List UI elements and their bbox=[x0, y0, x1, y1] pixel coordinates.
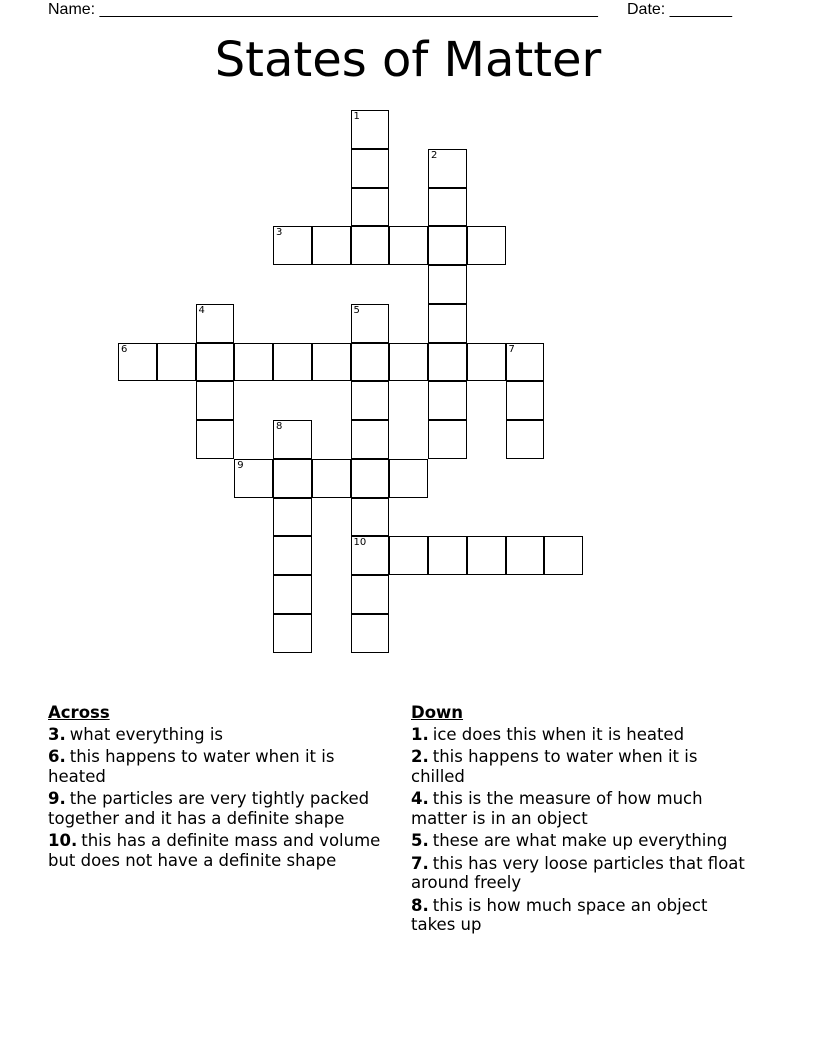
clue-down-8 bbox=[411, 896, 756, 935]
clue-number: 8. bbox=[411, 895, 429, 915]
crossword-cell[interactable] bbox=[351, 149, 390, 188]
crossword-cell[interactable] bbox=[351, 343, 390, 382]
crossword-cell[interactable] bbox=[196, 343, 235, 382]
crossword-cell[interactable] bbox=[351, 420, 390, 459]
clue-number: 3. bbox=[48, 724, 66, 744]
crossword-cell[interactable] bbox=[351, 381, 390, 420]
clue-text: these are what make up everything bbox=[432, 831, 728, 850]
clue-down-7 bbox=[411, 854, 756, 893]
crossword-cell[interactable] bbox=[273, 226, 312, 265]
crossword-cell[interactable] bbox=[351, 498, 390, 537]
crossword-cell[interactable] bbox=[273, 614, 312, 653]
clue-text: this has very loose particles that float around freely bbox=[411, 853, 745, 892]
crossword-cell[interactable] bbox=[196, 420, 235, 459]
crossword-cell[interactable] bbox=[312, 226, 351, 265]
crossword-cell[interactable] bbox=[351, 459, 390, 498]
crossword-cell[interactable] bbox=[506, 381, 545, 420]
crossword-cell[interactable] bbox=[351, 304, 390, 343]
crossword-cell[interactable] bbox=[157, 343, 196, 382]
clue-across-6 bbox=[48, 747, 393, 786]
crossword-cell[interactable] bbox=[428, 149, 467, 188]
clue-text: what everything is bbox=[69, 724, 224, 744]
clue-number: 4. bbox=[411, 789, 429, 808]
crossword-cell[interactable] bbox=[196, 304, 235, 343]
clue-across-9 bbox=[48, 789, 393, 828]
clue-number: 2. bbox=[411, 747, 429, 766]
down-heading: Down bbox=[411, 703, 464, 722]
crossword-cell[interactable] bbox=[389, 343, 428, 382]
clue-number: 7. bbox=[411, 853, 429, 873]
cell-number: 2 bbox=[431, 149, 438, 161]
clue-number: 1. bbox=[411, 724, 429, 744]
crossword-cell[interactable] bbox=[389, 459, 428, 498]
cell-number: 1 bbox=[353, 111, 360, 122]
clue-number: 9. bbox=[48, 789, 66, 808]
crossword-cell[interactable] bbox=[428, 265, 467, 304]
clue-down-2 bbox=[411, 747, 756, 786]
crossword-cell[interactable] bbox=[467, 343, 506, 382]
crossword-cell[interactable] bbox=[467, 226, 506, 265]
crossword-cell[interactable] bbox=[351, 110, 390, 149]
clue-number: 5. bbox=[411, 831, 429, 850]
clue-down-4 bbox=[411, 789, 756, 828]
cell-number: 6 bbox=[121, 343, 128, 355]
clue-down-5 bbox=[411, 831, 756, 851]
clue-number: 6. bbox=[48, 747, 66, 766]
crossword-cell[interactable] bbox=[428, 188, 467, 227]
cell-number: 4 bbox=[198, 304, 205, 316]
crossword-cell[interactable] bbox=[196, 381, 235, 420]
crossword-cell[interactable] bbox=[351, 575, 390, 614]
across-heading: Across bbox=[48, 703, 110, 722]
crossword-cell[interactable] bbox=[273, 536, 312, 575]
crossword-cell[interactable] bbox=[428, 226, 467, 265]
clue-text: this happens to water when it is chilled bbox=[411, 747, 698, 786]
name-field[interactable]: Name: ________________________________________________________ bbox=[48, 1, 598, 18]
clue-text: this is the measure of how much matter is in an object bbox=[411, 789, 703, 828]
crossword-cell[interactable] bbox=[351, 614, 390, 653]
crossword-cell[interactable] bbox=[389, 226, 428, 265]
clue-number: 10. bbox=[48, 831, 78, 850]
crossword-cell[interactable] bbox=[351, 226, 390, 265]
crossword-cell[interactable] bbox=[273, 459, 312, 498]
crossword-cell[interactable] bbox=[234, 459, 273, 498]
crossword-cell[interactable] bbox=[389, 536, 428, 575]
crossword-cell[interactable] bbox=[312, 459, 351, 498]
clue-text: this has a definite mass and volume but does not have a definite shape bbox=[48, 831, 381, 870]
cell-number: 7 bbox=[508, 343, 515, 355]
cell-number: 5 bbox=[353, 304, 360, 316]
crossword-cell[interactable] bbox=[428, 343, 467, 382]
page-title: States of Matter bbox=[214, 32, 602, 88]
crossword-cell[interactable] bbox=[234, 343, 273, 382]
clue-text: this happens to water when it is heated bbox=[48, 747, 335, 786]
crossword-cell[interactable] bbox=[506, 343, 545, 382]
crossword-cell[interactable] bbox=[273, 343, 312, 382]
cell-number: 9 bbox=[237, 459, 244, 471]
crossword-cell[interactable] bbox=[506, 420, 545, 459]
cell-number: 10 bbox=[353, 537, 367, 549]
clue-across-10 bbox=[48, 831, 393, 870]
clue-text: this is how much space an object takes up bbox=[411, 895, 708, 934]
crossword-cell[interactable] bbox=[273, 498, 312, 537]
date-field[interactable]: Date: _______ bbox=[627, 1, 732, 18]
crossword-cell[interactable] bbox=[312, 343, 351, 382]
clue-down-1 bbox=[411, 725, 756, 745]
clue-text: the particles are very tightly packed together and it has a definite shape bbox=[48, 789, 370, 828]
crossword-cell[interactable] bbox=[428, 304, 467, 343]
crossword-cell[interactable] bbox=[544, 536, 583, 575]
crossword-cell[interactable] bbox=[118, 343, 157, 382]
clue-across-3 bbox=[48, 725, 393, 745]
clue-text: ice does this when it is heated bbox=[432, 724, 685, 744]
crossword-cell[interactable] bbox=[428, 381, 467, 420]
cell-number: 3 bbox=[276, 227, 283, 239]
crossword-cell[interactable] bbox=[428, 536, 467, 575]
crossword-cell[interactable] bbox=[467, 536, 506, 575]
crossword-cell[interactable] bbox=[273, 575, 312, 614]
down-clues bbox=[411, 703, 756, 938]
crossword-cell[interactable] bbox=[351, 536, 390, 575]
crossword-cell[interactable] bbox=[506, 536, 545, 575]
across-clues bbox=[48, 703, 393, 873]
cell-number: 8 bbox=[276, 421, 283, 432]
crossword-cell[interactable] bbox=[351, 188, 390, 227]
crossword-cell[interactable] bbox=[273, 420, 312, 459]
crossword-cell[interactable] bbox=[428, 420, 467, 459]
